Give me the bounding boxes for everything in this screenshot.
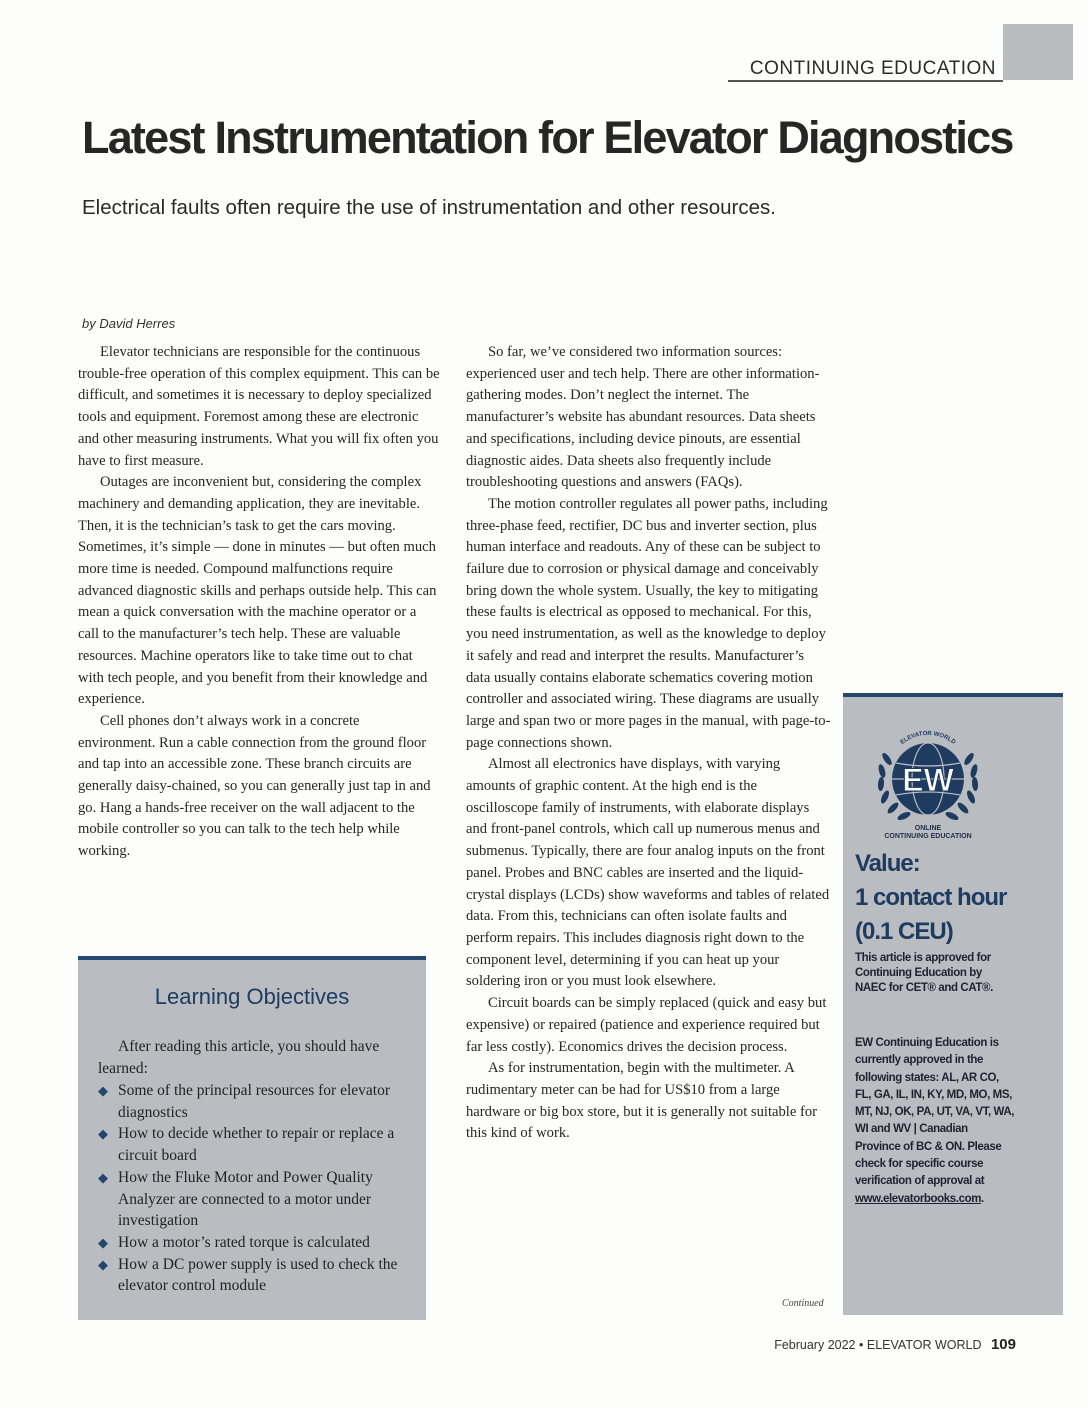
section-tab	[1003, 24, 1073, 80]
body-column-1	[78, 342, 440, 863]
page-footer	[774, 1336, 1016, 1353]
svg-text:ELEVATOR WORLD: ELEVATOR WORLD	[899, 730, 957, 746]
issue-date: February 2022	[774, 1338, 856, 1352]
continued-label: Continued	[782, 1298, 824, 1309]
byline: by David Herres	[82, 316, 176, 331]
objective-text: How the Fluke Motor and Power Quality Analyzer are connected to a motor under investigation	[118, 1168, 373, 1230]
list-item	[96, 1232, 412, 1254]
diamond-bullet-icon: ◆	[98, 1126, 108, 1142]
ew-globe-logo-icon	[865, 713, 991, 839]
ceu-sidebar	[843, 693, 1063, 1315]
diamond-bullet-icon: ◆	[98, 1234, 108, 1250]
logo-caption: ONLINE CONTINUING EDUCATION	[884, 825, 972, 840]
list-item	[96, 1080, 412, 1123]
page-number: 109	[990, 1336, 1016, 1353]
objective-text: How a motor’s rated torque is calculated	[118, 1233, 370, 1251]
body-paragraph: The motion controller regulates all power paths, including three-phase feed, rectifier, DC bus and inverter section, plus human interface and readouts. Any of these can be subject to failure due to corrosion or physical damage and conceivably bring down the whole system. Usually, the key to mitigating these faults is electrical as opposed to mechanical. For this, you need instrumentation, as well as the knowledge to deploy it safely and read and interpret the results. Manufacturer’s data usually contains elaborate schematics covering motion controller and associated wiring. These diagrams are usually large and span two or more pages in the manual, with page-to-page connections shown.	[466, 495, 831, 751]
learning-objectives-intro: After reading this article, you should have learned:	[98, 1038, 380, 1077]
diamond-bullet-icon: ◆	[98, 1169, 108, 1185]
objective-text: Some of the principal resources for elevator diagnostics	[118, 1082, 391, 1121]
ceu-value	[855, 847, 1006, 949]
objective-text: How a DC power supply is used to check the elevator control module	[118, 1255, 398, 1295]
svg-text:EW: EW	[902, 762, 954, 798]
learning-objectives-heading: Learning Objectives	[154, 984, 350, 1009]
elevatorbooks-link[interactable]: www.elevatorbooks.com	[855, 1192, 982, 1205]
diamond-bullet-icon: ◆	[98, 1256, 108, 1272]
contact-hours: 1 contact hour	[855, 884, 1007, 911]
body-paragraph: Outages are inconvenient but, considering the complex machinery and demanding application, they are inevitable. Then, it is the technician’s task to get the cars moving. Sometimes, it’s simple — done in minutes — but often much more time is needed. Compound malfunctions require advanced diagnostic skills and perhaps outside help. This can mean a quick conversation with the machine operator or a call to the manufacturer’s tech help. These are valuable resources. Machine operators like to take time out to chat with tech people, and you benefit from their knowledge and experience.	[78, 474, 437, 708]
ceu-amount: (0.1 CEU)	[855, 918, 953, 945]
body-paragraph: Circuit boards can be simply replaced (quick and easy but expensive) or repaired (patience and experience required but far less costly). Economics drives the decision process.	[466, 995, 827, 1055]
value-label: Value:	[855, 850, 920, 877]
states-text: EW Continuing Education is currently approved in the following states: AL, AR CO, FL, GA, IL, IN, KY, MD, MO, MS, MT, NJ, OK, PA, UT, VA, VT, WA, WI and WV | Canadian Province of BC & ON. Please check for specific course verification of approval at www.elevatorbooks.com.	[855, 1037, 1015, 1205]
learning-objectives-box	[78, 956, 426, 1320]
list-item	[96, 1254, 412, 1297]
body-column-2	[466, 342, 832, 1145]
article-title: Latest Instrumentation for Elevator Diagnostics	[82, 112, 1013, 163]
header-rule	[728, 80, 1003, 82]
body-paragraph: As for instrumentation, begin with the multimeter. A rudimentary meter can be had for US$10 from a large hardware or big box store, but it is generally not suitable for this kind of work.	[466, 1060, 817, 1142]
objective-text: How to decide whether to repair or replace a circuit board	[118, 1125, 395, 1165]
learning-objectives-list	[96, 1080, 412, 1297]
body-paragraph: So far, we’ve considered two information sources: experienced user and tech help. There are other information-gathering modes. Don’t neglect the internet. The manufacturer’s website has abundant resources. Data sheets and specifications, including device pinouts, are essential diagnostic aides. Data sheets also frequently include troubleshooting questions and answers (FAQs).	[466, 344, 820, 491]
section-label: CONTINUING EDUCATION	[749, 58, 996, 79]
body-paragraph: Elevator technicians are responsible for the continuous trouble-free operation of this complex equipment. This can be difficult, and sometimes it is necessary to deploy specialized tools and equipment. Foremost among these are electronic and other measuring instruments. What you will fix often you have to first measure.	[78, 344, 440, 469]
article-subtitle: Electrical faults often require the use of instrumentation and other resources.	[82, 196, 776, 219]
footer-separator: •	[859, 1338, 864, 1352]
list-item	[96, 1167, 412, 1232]
publication-name: ELEVATOR WORLD	[866, 1338, 982, 1352]
body-paragraph: Almost all electronics have displays, with varying amounts of graphic content. At the high end is the oscilloscope family of instruments, with elaborate displays and front-panel controls, which call up numerous menus and submenus. Typically, there are four analog inputs on the front panel. Probes and BNC cables are inserted and the liquid-crystal displays (LCDs) show waveforms and tables of related data. From this, technicians can often isolate faults and perform repairs. This includes diagnosis right down to the component level, determining if you can heat up your soldering iron or you must look elsewhere.	[466, 756, 830, 990]
list-item	[96, 1123, 412, 1166]
body-paragraph: Cell phones don’t always work in a concrete environment. Run a cable connection from the ground floor and tap into an accessible zone. These branch circuits are generally daisy-chained, so you can generally just tap in and go. Hang a hands-free receiver on the wall adjacent to the mobile controller so you can talk to the tech help while working.	[78, 712, 431, 860]
diamond-bullet-icon: ◆	[98, 1083, 108, 1098]
approval-text: This article is approved for Continuing Education by NAEC for CET® and CAT®.	[855, 952, 993, 994]
